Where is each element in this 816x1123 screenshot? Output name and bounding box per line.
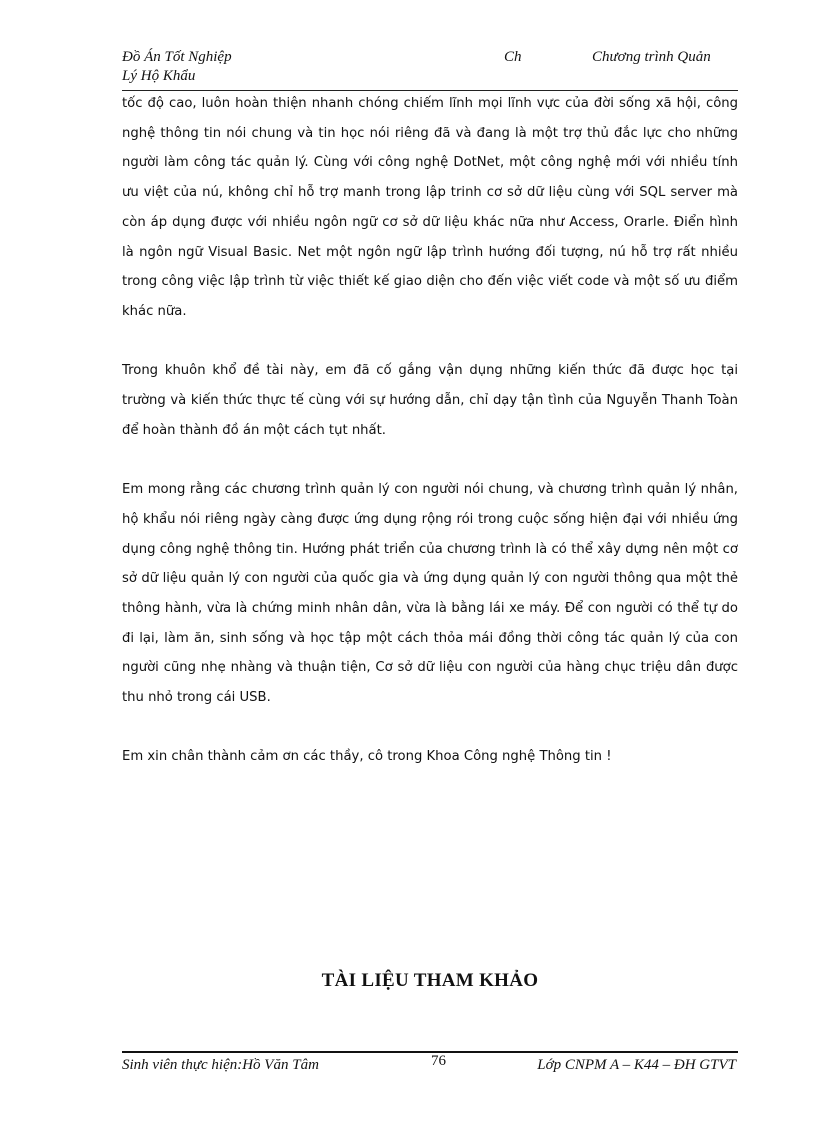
paragraph-4: Em xin chân thành cảm ơn các thầy, cô trong Khoa Công nghệ Thông tin ! <box>122 749 612 765</box>
section-title: TÀI LIỆU THAM KHẢO <box>321 970 539 991</box>
page-footer <box>122 1053 738 1079</box>
header-program-title: Chương trình Quản <box>592 49 711 65</box>
footer-class: Lớp CNPM A – K44 – ĐH GTVT <box>537 1057 736 1073</box>
paragraph-3: Em mong rằng các chương trình quản lý con người nói chung, và chương trình quản lý nhân, hộ khẩu nói riêng ngày càng được ứng dụng rộng rói trong cuộc sống hiện đại với nhiều ứng dụng công nghệ thông tin. Hướng phát triển của chương trình là có thể xây dựng nên một cơ sở dữ liệu quản lý con người của quốc gia và ứng dụng quản lý con người thông qua một thẻ thông hành, vừa là chứng minh nhân dân, vừa là bằng lái xe máy. Để con người có thể tự do đi lại, làm ăn, sinh sống và học tập một cách thỏa mái đồng thời công tác quản lý của con người cũng nhẹ nhàng và thuận tiện, Cơ sở dữ liệu con người của hàng chục triệu dân được thu nhỏ trong cái USB. <box>122 482 738 706</box>
header-document-type: Đồ Án Tốt Nghiệp <box>122 49 232 65</box>
header-program-title-line2: Lý Hộ Khẩu <box>122 68 196 84</box>
page-header <box>122 48 738 88</box>
header-fragment: Ch <box>504 49 522 65</box>
page-number: 76 <box>431 1053 446 1069</box>
footer-student: Sinh viên thực hiện:Hồ Văn Tâm <box>122 1057 319 1073</box>
paragraph-1: tốc độ cao, luôn hoàn thiện nhanh chóng chiếm lĩnh mọi lĩnh vực của đời sống xã hội, công nghệ thông tin nói chung và tin học nói riêng đã và đang là một trợ thủ đắc lực cho những người làm công tác quản lý. Cùng với công nghệ DotNet, một công nghệ mới với nhiều tính ưu việt của nú, không chỉ hỗ trợ manh trong lập trinh cơ sở dữ liệu cùng với SQL server mà còn áp dụng được với nhiều ngôn ngữ cơ sở dữ liệu khác nữa như Access, Orarle. Điển hình là ngôn ngữ Visual Basic. Net một ngôn ngữ lập trình hướng đối tượng, nú hỗ trợ rất nhiều trong công việc lập trình từ việc thiết kế giao diện cho đến việc viết code và một số ưu điểm khác nữa. <box>122 96 738 319</box>
body-text <box>122 89 738 772</box>
paragraph-2: Trong khuôn khổ đề tài này, em đã cố gắng vận dụng những kiến thức đã được học tại trường và kiến thức thực tế cùng với sự hướng dẫn, chỉ dạy tận tình của Nguyễn Thanh Toàn để hoàn thành đồ án một cách tụt nhất. <box>122 363 738 438</box>
